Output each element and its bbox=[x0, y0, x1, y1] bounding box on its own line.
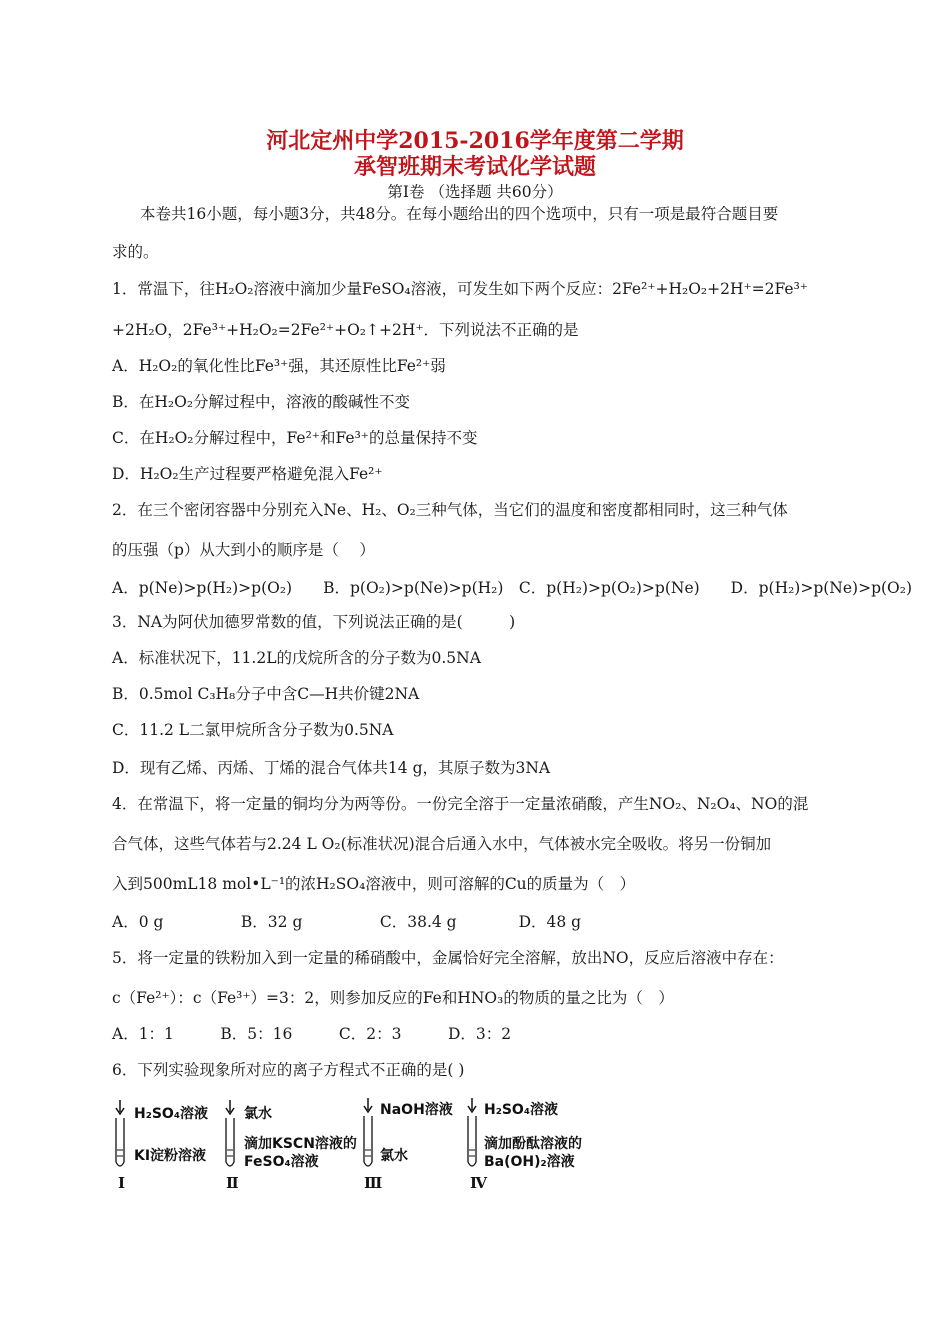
test-tube-1 bbox=[116, 1100, 208, 1192]
intro-line-1: 本卷共16小题，每小题3分，共48分。在每小题给出的四个选项中，只有一项是最符合题目要 bbox=[140, 205, 779, 223]
q6-experiment-diagram bbox=[112, 1098, 632, 1193]
title-line-2: 承智班期末考试化学试题 bbox=[353, 154, 596, 180]
q1-stem-line-1: 1．常温下，往H₂O₂溶液中滴加少量FeSO₄溶液，可发生如下两个反应：2Fe²⁺+H₂O₂+2H⁺=2Fe³⁺ bbox=[112, 280, 808, 298]
tube-3-roman: Ⅲ bbox=[364, 1174, 383, 1192]
tube-1-top-label: H₂SO₄溶液 bbox=[134, 1106, 208, 1122]
q5-stem-line-2: c（Fe²⁺）：c（Fe³⁺）=3：2，则参加反应的Fe和HNO₃的物质的量之比为（ ） bbox=[112, 989, 674, 1007]
q2-stem-line-2: 的压强（p）从大到小的顺序是（ ） bbox=[112, 541, 375, 559]
tube-4-top-label: H₂SO₄溶液 bbox=[484, 1102, 558, 1118]
q2-stem-line-1: 2．在三个密闭容器中分别充入Ne、H₂、O₂三种气体，当它们的温度和密度都相同时，这三种气体 bbox=[112, 501, 788, 519]
title-line-1: 河北定州中学2015-2016学年度第二学期 bbox=[266, 128, 684, 154]
tube-4-bottom-label-2: Ba(OH)₂溶液 bbox=[484, 1154, 575, 1170]
q4-stem-line-1: 4．在常温下，将一定量的铜均分为两等份。一份完全溶于一定量浓硝酸，产生NO₂、N₂O₄、NO的混 bbox=[112, 795, 809, 813]
q3-stem: 3．NA为阿伏加德罗常数的值，下列说法正确的是( ) bbox=[112, 613, 516, 631]
q1-option-b: B．在H₂O₂分解过程中，溶液的酸碱性不变 bbox=[112, 393, 411, 411]
tube-2-bottom-label-2: FeSO₄溶液 bbox=[244, 1154, 319, 1170]
q3-option-a: A．标准状况下，11.2L的戊烷所含的分子数为0.5NA bbox=[112, 649, 481, 667]
test-tube-2 bbox=[226, 1100, 357, 1192]
tube-3-bottom-label: 氯水 bbox=[380, 1148, 408, 1164]
q1-stem-line-2: +2H₂O，2Fe³⁺+H₂O₂=2Fe²⁺+O₂↑+2H⁺．下列说法不正确的是 bbox=[112, 321, 579, 339]
tube-4-bottom-label: 滴加酚酞溶液的 bbox=[484, 1136, 582, 1152]
section-title: 第Ⅰ卷 （选择题 共60分） bbox=[387, 183, 563, 201]
q1-option-c: C．在H₂O₂分解过程中，Fe²⁺和Fe³⁺的总量保持不变 bbox=[112, 429, 478, 447]
tube-4-roman: Ⅳ bbox=[470, 1174, 488, 1192]
q1-option-a: A．H₂O₂的氧化性比Fe³⁺强，其还原性比Fe²⁺弱 bbox=[112, 357, 446, 375]
tube-2-top-label: 氯水 bbox=[244, 1106, 272, 1122]
q3-option-d: D．现有乙烯、丙烯、丁烯的混合气体共14 g，其原子数为3NA bbox=[112, 759, 551, 777]
tube-2-bottom-label: 滴加KSCN溶液的 bbox=[244, 1136, 357, 1152]
q4-options: A．0 g B．32 g C．38.4 g D．48 g bbox=[112, 913, 582, 931]
tube-1-bottom-label: KI淀粉溶液 bbox=[134, 1148, 207, 1164]
q3-option-c: C．11.2 L二氯甲烷所含分子数为0.5NA bbox=[112, 721, 394, 739]
tube-1-roman: Ⅰ bbox=[118, 1174, 126, 1192]
q5-options: A．1：1 B．5：16 C．2：3 D．3：2 bbox=[112, 1025, 512, 1043]
q4-stem-line-2: 合气体，这些气体若与2.24 L O₂(标准状况)混合后通入水中，气体被水完全吸收。将另一份铜加 bbox=[112, 835, 772, 853]
tube-3-top-label: NaOH溶液 bbox=[380, 1102, 453, 1118]
q5-stem-line-1: 5．将一定量的铁粉加入到一定量的稀硝酸中，金属恰好完全溶解，放出NO，反应后溶液中存在： bbox=[112, 949, 784, 967]
test-tube-3 bbox=[364, 1098, 453, 1192]
intro-line-2: 求的。 bbox=[112, 243, 159, 261]
q6-stem: 6．下列实验现象所对应的离子方程式不正确的是( ) bbox=[112, 1061, 465, 1079]
q3-option-b: B．0.5mol C₃H₈分子中含C—H共价键2NA bbox=[112, 685, 420, 703]
tube-2-roman: Ⅱ bbox=[226, 1174, 239, 1192]
q1-option-d: D．H₂O₂生产过程要严格避免混入Fe²⁺ bbox=[112, 465, 383, 483]
q2-options: A．p(Ne)>p(H₂)>p(O₂) B．p(O₂)>p(Ne)>p(H₂) C．p(H₂)>p(O₂)>p(Ne) D．p(H₂)>p(Ne)>p(O₂) bbox=[112, 579, 913, 597]
q4-stem-line-3: 入到500mL18 mol•L⁻¹的浓H₂SO₄溶液中，则可溶解的Cu的质量为（ ） bbox=[112, 875, 636, 893]
test-tube-4 bbox=[468, 1098, 582, 1192]
